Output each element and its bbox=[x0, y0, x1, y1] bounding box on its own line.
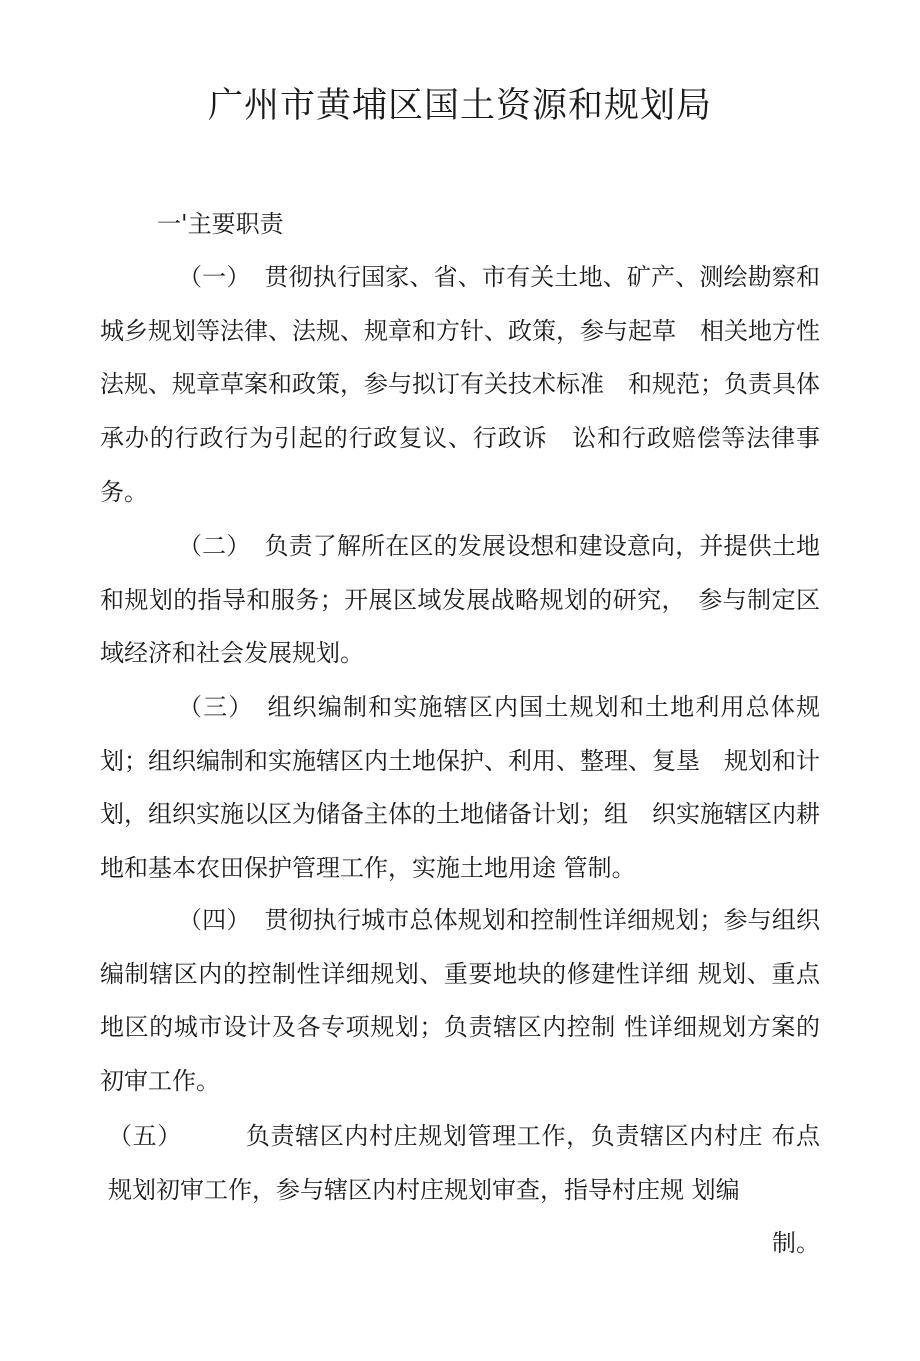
paragraph-text: 贯彻执行城市总体规划和控制性详细规划；参与组织编制辖区内的控制性详细规划、重要地块的修建性详细 规划、重点地区的城市设计及各专项规划；负责辖区内控制 性详细规划方案的初审工作。 bbox=[100, 906, 821, 1096]
paragraph-number: （三） bbox=[178, 693, 254, 721]
paragraph-number: （二） bbox=[178, 532, 251, 560]
paragraph-text: 负责了解所在区的发展设想和建设意向，并提供土地和规划的指导和服务；开展区域发展战略规划的研究， 参与制定区域经济和社会发展规划。 bbox=[100, 532, 821, 668]
paragraph-text: 负责辖区内村庄规划管理工作，负责辖区内村庄 布点规划初审工作，参与辖区内村庄规划审查，指导村庄规 划编 bbox=[108, 1122, 820, 1204]
paragraph-number: （四） bbox=[178, 906, 251, 934]
paragraph-2 bbox=[100, 520, 820, 681]
document-title: 广州市黄埔区国土资源和规划局 bbox=[207, 86, 712, 126]
section-heading: 一'主要职责 bbox=[157, 210, 284, 238]
paragraph-last-line: 制。 bbox=[772, 1229, 820, 1258]
paragraph-text: 贯彻执行国家、省、市有关土地、矿产、测绘勘察和城乡规划等法律、法规、规章和方针、政策，参与起草 相关地方性法规、规章草案和政策，参与拟订有关技术标准 和规范；负责具体承办的行政行为引起的行政复议、行政诉 讼和行政赔偿等法律事务。 bbox=[100, 263, 821, 506]
paragraph-text: 组织编制和实施辖区内国土规划和土地利用总体规划；组织编制和实施辖区内土地保护、利用、整理、复垦 规划和计划，组织实施以区为储备主体的土地储备计划；组 织实施辖区内耕地和基本农田保护管理工作，实施土地用途 管制。 bbox=[100, 693, 820, 883]
paragraph-4 bbox=[100, 894, 820, 1109]
paragraph-3 bbox=[100, 681, 820, 896]
paragraph-number: （一） bbox=[178, 263, 251, 291]
paragraph-5 bbox=[108, 1110, 820, 1271]
paragraph-number: （五） bbox=[108, 1122, 182, 1150]
paragraph-1 bbox=[100, 251, 820, 520]
